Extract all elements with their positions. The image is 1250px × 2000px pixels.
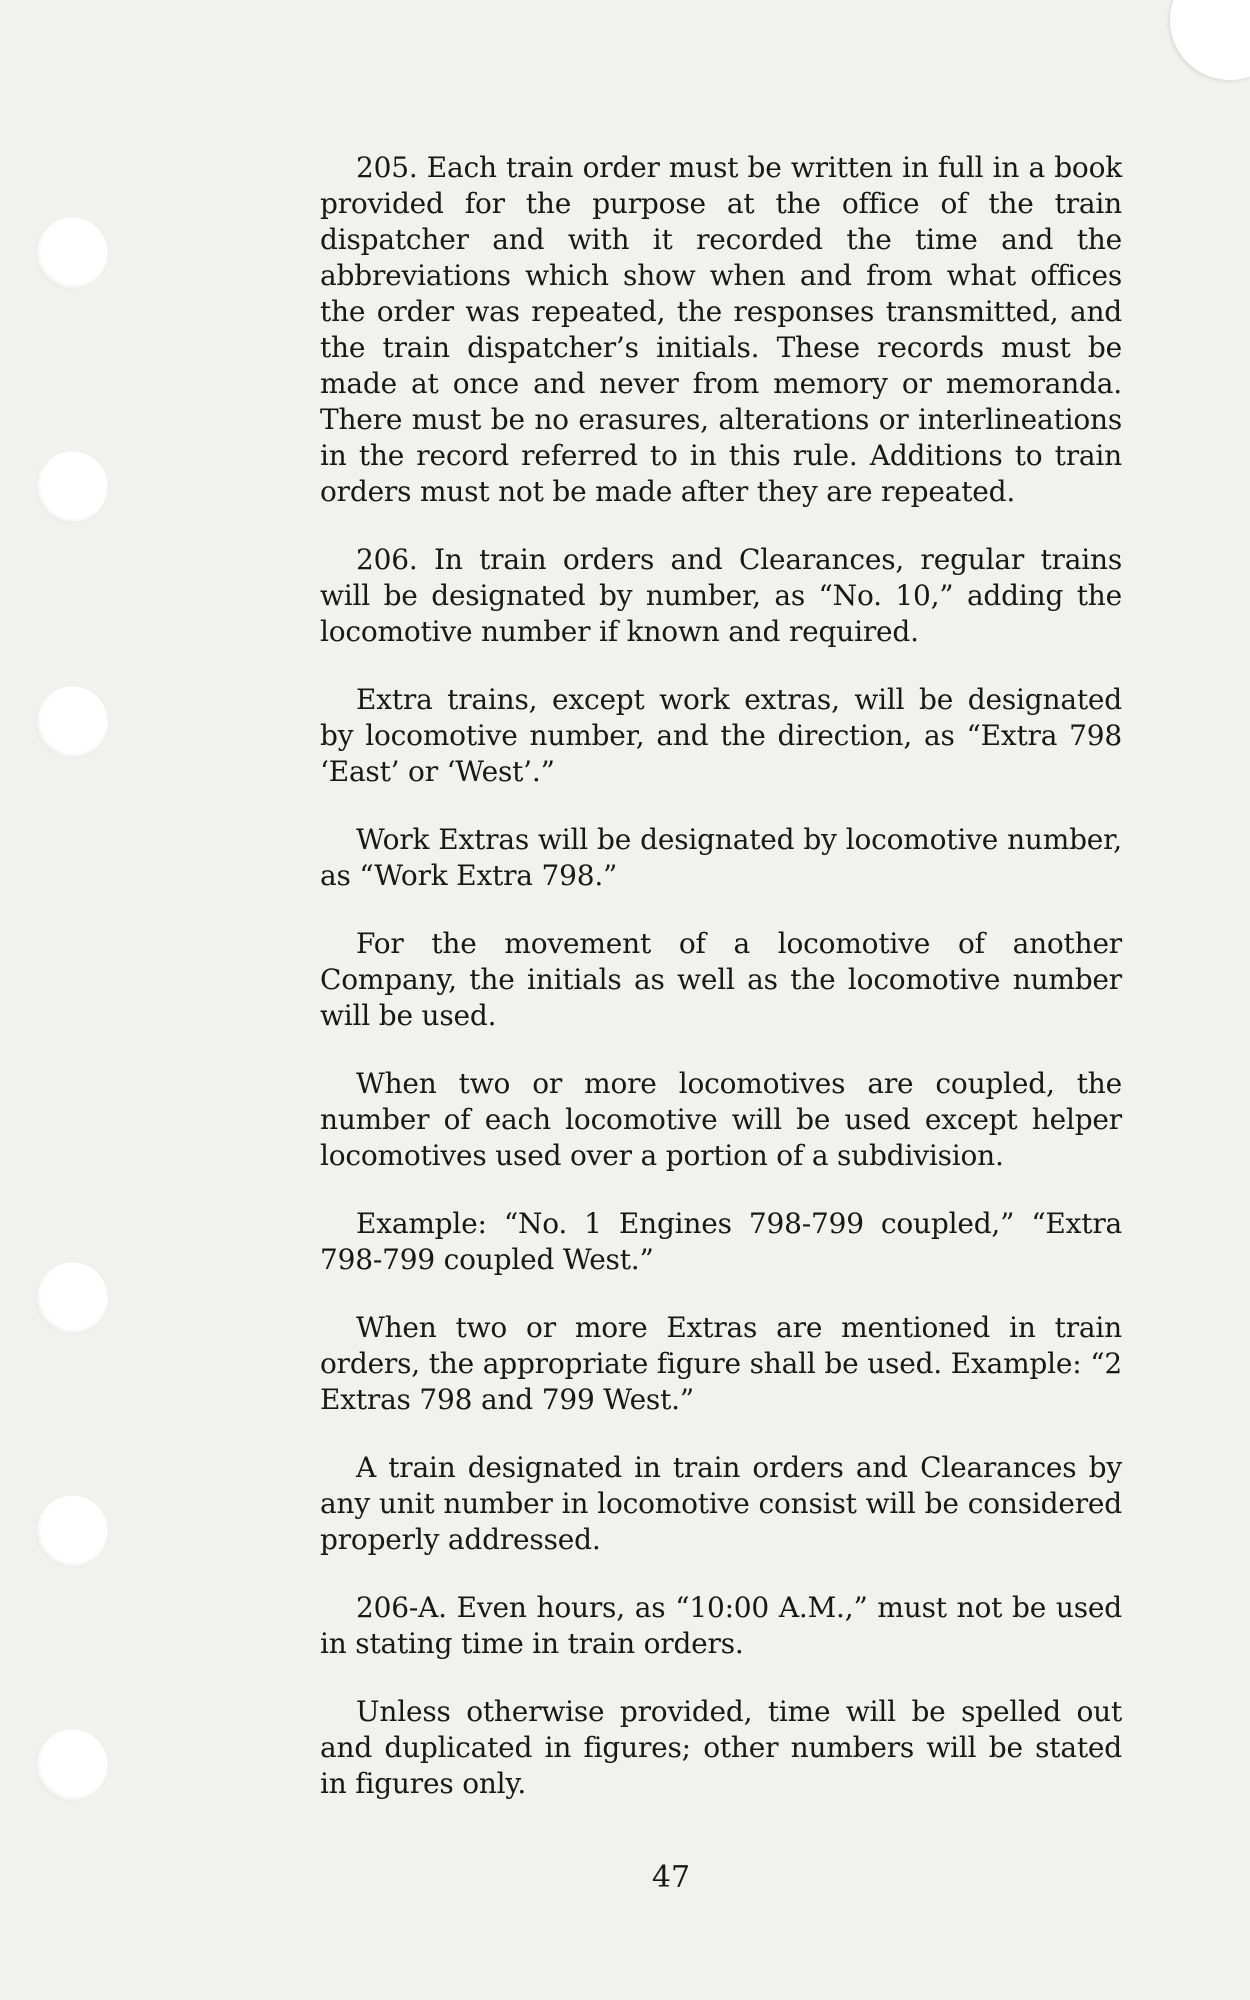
paragraph-206: 206. In train orders and Clearances, regular trains will be designated by number, as “No. 10,” adding the locomotive number if known and required. xyxy=(320,543,1122,648)
paragraph-work-extras: Work Extras will be designated by locomotive number, as “Work Extra 798.” xyxy=(320,823,1122,892)
binder-hole-2 xyxy=(36,451,108,523)
binder-hole-4 xyxy=(36,1262,108,1334)
binder-hole-6 xyxy=(36,1729,108,1801)
paragraph-example-coupled: Example: “No. 1 Engines 798-799 coupled,” “Extra 798-799 coupled West.” xyxy=(320,1207,1122,1276)
paragraph-time-figures: Unless otherwise provided, time will be spelled out and duplicated in figures; other numbers will be stated in figures only. xyxy=(320,1695,1122,1800)
binder-hole-5 xyxy=(36,1495,108,1567)
paragraph-coupled-locomotives: When two or more locomotives are coupled, the number of each locomotive will be used except helper locomotives used over a portion of a subdivision. xyxy=(320,1067,1122,1172)
paragraph-206a: 206-A. Even hours, as “10:00 A.M.,” must not be used in stating time in train orders. xyxy=(320,1591,1122,1660)
paragraph-another-company: For the movement of a locomotive of another Company, the initials as well as the locomotive number will be used. xyxy=(320,927,1122,1032)
paragraph-205: 205. Each train order must be written in full in a book provided for the purpose at the office of the train dispatcher and with it recorded the time and the abbreviations which show when and from what offices the order was repeated, the responses transmitted, and the train dispatcher’s initials. These records must be made at once and never from memory or memoranda. There must be no erasures, alterations or interlineations in the record referred to in this rule. Additions to train orders must not be made after they are repeated. xyxy=(320,151,1122,508)
paragraph-unit-number: A train designated in train orders and Clearances by any unit number in locomotive consist will be considered properly addressed. xyxy=(320,1451,1122,1556)
page-corner xyxy=(1170,0,1250,80)
binder-hole-1 xyxy=(36,217,108,289)
binder-hole-3 xyxy=(36,686,108,758)
rules-text xyxy=(320,150,1122,1834)
paragraph-extra-trains: Extra trains, except work extras, will be designated by locomotive number, and the direction, as “Extra 798 ‘East’ or ‘West’.” xyxy=(320,683,1122,788)
paragraph-two-or-more-extras: When two or more Extras are mentioned in train orders, the appropriate figure shall be used. Example: “2 Extras 798 and 799 West.” xyxy=(320,1311,1122,1416)
page-number: 47 xyxy=(651,1860,691,1895)
